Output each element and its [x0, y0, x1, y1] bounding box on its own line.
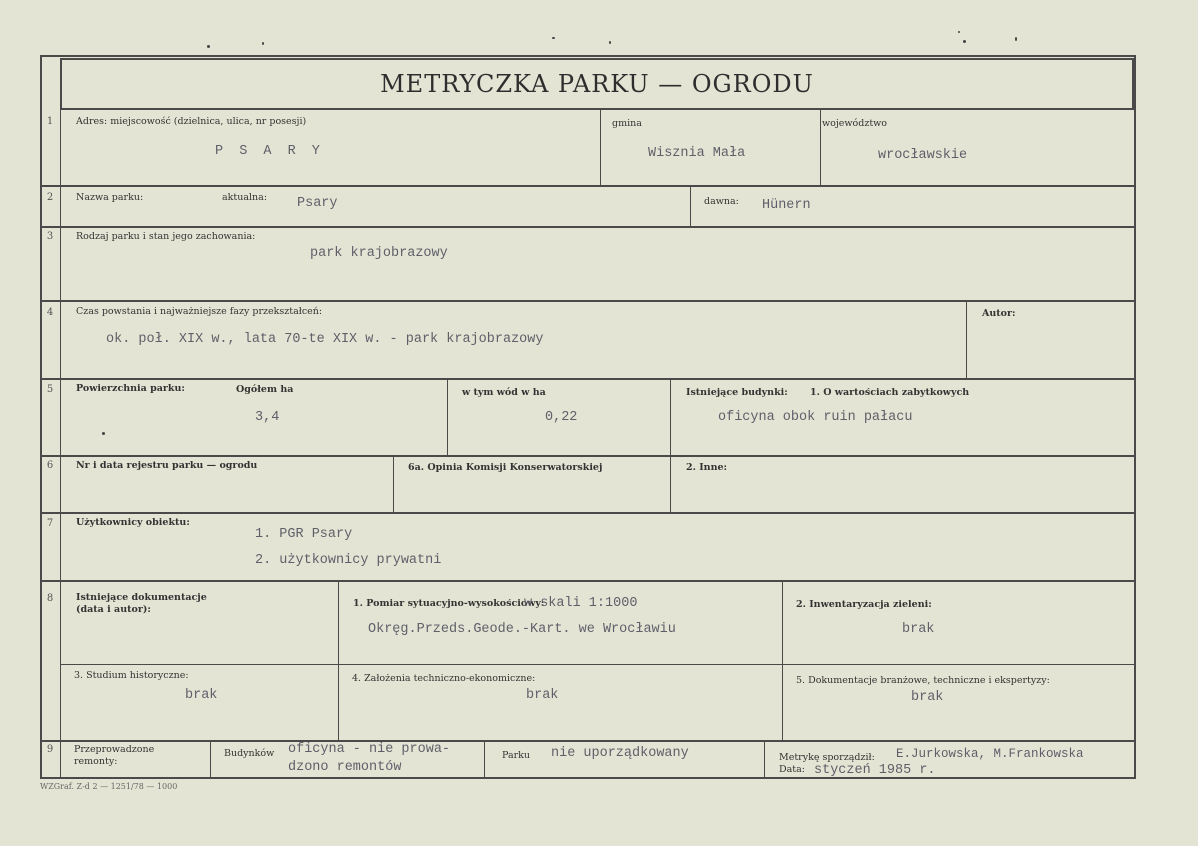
- former-name-label: dawna:: [704, 196, 739, 207]
- repairs-label-2: remonty:: [74, 756, 118, 767]
- survey-scale-value: w skali 1:1000: [524, 596, 638, 611]
- r2-divider: [690, 185, 691, 226]
- scan-speck: [1015, 37, 1017, 41]
- history-label: Czas powstania i najważniejsze fazy przekształceń:: [76, 306, 323, 317]
- greenery-inventory-value: brak: [902, 622, 935, 637]
- row-divider: [40, 185, 1136, 187]
- scan-speck: [207, 45, 210, 48]
- scan-speck: [958, 31, 960, 33]
- r1-divider-gmina: [600, 110, 601, 185]
- current-name-value: Psary: [297, 196, 338, 211]
- address-value: P S A R Y: [215, 144, 324, 159]
- r5-divider-2: [670, 378, 671, 455]
- row-number: 1: [46, 116, 54, 127]
- users-value-2: 2. użytkownicy prywatni: [255, 553, 442, 568]
- r1-divider-woj: [820, 110, 821, 185]
- park-type-value: park krajobrazowy: [310, 246, 448, 261]
- gmina-label: gmina: [612, 118, 642, 129]
- r6-divider-2: [670, 455, 671, 512]
- row-divider: [40, 378, 1136, 380]
- date-label: Data:: [779, 764, 805, 775]
- conservation-opinion-label: 6a. Opinia Komisji Konserwatorskiej: [408, 462, 603, 473]
- greenery-inventory-label: 2. Inwentaryzacja zieleni:: [796, 599, 932, 610]
- buildings-repairs-value-1: oficyna - nie prowa-: [288, 742, 451, 757]
- number-column-divider: [60, 110, 61, 779]
- technical-assumptions-label: 4. Założenia techniczno-ekonomiczne:: [352, 673, 536, 684]
- row-number: 7: [46, 518, 54, 529]
- buildings-repairs-label: Budynków: [224, 748, 275, 759]
- row-number: 9: [46, 744, 54, 755]
- r6-divider-1: [393, 455, 394, 512]
- date-value: styczeń 1985 r.: [814, 763, 936, 778]
- voivodeship-value: wrocławskie: [878, 148, 968, 163]
- existing-buildings-label: Istniejące budynki:: [686, 387, 788, 398]
- historical-study-value: brak: [185, 688, 218, 703]
- branch-docs-label: 5. Dokumentacje branżowe, techniczne i ekspertyzy:: [796, 675, 1050, 686]
- park-repairs-value: nie uporządkowany: [551, 746, 689, 761]
- survey-author-value: Okręg.Przeds.Geode.-Kart. we Wrocławiu: [368, 622, 676, 637]
- print-footer: WZGraf. Z-d 2 — 1251/78 — 1000: [40, 782, 178, 791]
- park-type-label: Rodzaj parku i stan jego zachowania:: [76, 231, 256, 242]
- park-repairs-label: Parku: [502, 750, 531, 761]
- row-divider: [40, 300, 1136, 302]
- row-number: 5: [46, 384, 54, 395]
- users-value-1: 1. PGR Psary: [255, 527, 353, 542]
- gmina-value: Wisznia Mała: [648, 146, 746, 161]
- address-label: Adres: miejscowość (dzielnica, ulica, nr posesji): [76, 116, 307, 127]
- documentation-label-2: (data i autor):: [76, 604, 151, 615]
- park-name-label: Nazwa parku:: [76, 192, 144, 203]
- row-divider: [40, 226, 1136, 228]
- r8-divider-2: [782, 580, 783, 740]
- scan-speck: [609, 41, 611, 44]
- form-card: [40, 55, 1136, 779]
- row-number: 3: [46, 231, 54, 242]
- row-number: 4: [46, 307, 54, 318]
- form-title: METRYCZKA PARKU — OGRODU: [380, 70, 814, 98]
- row-divider: [40, 455, 1136, 457]
- r9-divider-1: [210, 740, 211, 779]
- row-number: 6: [46, 460, 54, 471]
- technical-assumptions-value: brak: [526, 688, 559, 703]
- other-label: 2. Inne:: [686, 462, 728, 473]
- documentation-label: Istniejące dokumentacje: [76, 592, 207, 603]
- voivodeship-label: województwo: [822, 118, 888, 129]
- row-divider: [40, 512, 1136, 514]
- park-area-label: Powierzchnia parku:: [76, 383, 185, 394]
- survey-label: 1. Pomiar sytuacyjno-wysokościowy:: [353, 598, 545, 609]
- historical-study-label: 3. Studium historyczne:: [74, 670, 189, 681]
- row-divider-sub: [60, 664, 1136, 665]
- row-number: 8: [46, 593, 54, 604]
- made-by-label: Metrykę sporządził:: [779, 752, 875, 763]
- history-value: ok. poł. XIX w., lata 70-te XIX w. - park krajobrazowy: [106, 332, 544, 347]
- historic-buildings-label: 1. O wartościach zabytkowych: [810, 387, 970, 398]
- scan-speck: [262, 42, 264, 45]
- r4-divider: [966, 300, 967, 378]
- scan-speck: [552, 37, 555, 39]
- row-number: 2: [46, 192, 54, 203]
- former-name-value: Hünern: [762, 198, 811, 213]
- existing-buildings-value: oficyna obok ruin pałacu: [718, 410, 913, 425]
- water-area-label: w tym wód w ha: [462, 387, 546, 398]
- water-area-value: 0,22: [545, 410, 578, 425]
- title-box: [60, 58, 1134, 110]
- row-divider: [40, 580, 1136, 582]
- total-area-label: Ogółem ha: [236, 384, 294, 395]
- r9-divider-2: [484, 740, 485, 779]
- r5-divider-1: [447, 378, 448, 455]
- author-label: Autor:: [982, 308, 1016, 319]
- r9-divider-3: [764, 740, 765, 779]
- repairs-label: Przeprowadzone: [74, 744, 155, 755]
- total-area-value: 3,4: [255, 410, 280, 425]
- row-divider: [40, 740, 1136, 742]
- branch-docs-value: brak: [911, 690, 944, 705]
- users-label: Użytkownicy obiektu:: [76, 517, 190, 528]
- r8-divider-1: [338, 580, 339, 740]
- made-by-value: E.Jurkowska, M.Frankowska: [896, 747, 1084, 761]
- register-label: Nr i data rejestru parku — ogrodu: [76, 460, 258, 471]
- scan-speck: [102, 432, 105, 435]
- current-name-label: aktualna:: [222, 192, 268, 203]
- scan-speck: [963, 40, 966, 43]
- buildings-repairs-value-2: dzono remontów: [288, 760, 402, 775]
